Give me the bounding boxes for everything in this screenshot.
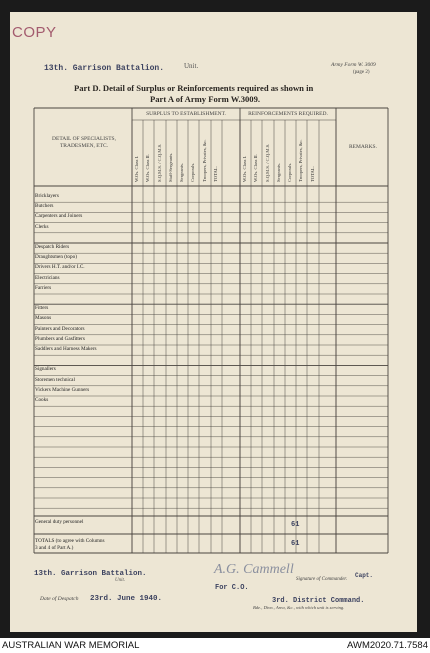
surplus-column-5: Sergeants. <box>179 163 184 182</box>
reinforcement-column-6: Troopers, Privates, &c. <box>298 139 303 182</box>
surplus-column-1: W.Os. Class I. <box>134 155 139 182</box>
surplus-column-4: Staff-Sergeants. <box>168 152 173 182</box>
command-label: Bde., Divn., Area, &c., with which unit is serving. <box>253 605 345 610</box>
footer-unit-label: Unit. <box>115 578 126 583</box>
copy-stamp: COPY <box>12 24 57 41</box>
reinforcement-column-3: S.Q.M.S. / C.Q.M.S. <box>265 143 270 182</box>
surplus-column-7: Troopers, Privates, &c. <box>202 139 207 182</box>
totals-value: 61 <box>291 540 300 548</box>
specialists-header: DETAIL OF SPECIALISTS, TRADESMEN, ETC. <box>52 136 116 149</box>
surplus-column-2: W.Os. Class II. <box>145 154 150 182</box>
unit-label: Unit. <box>184 62 199 70</box>
remarks-header: REMARKS. <box>349 144 377 150</box>
surplus-column-8: TOTAL. <box>213 166 218 182</box>
row-label: Butchers <box>35 203 54 210</box>
form-reference: Army Form W. 3009 <box>331 62 376 68</box>
general-duty-label: General duty personnel <box>35 519 84 525</box>
row-label: Electricians <box>35 274 60 281</box>
reinforcement-column-5: Corporals. <box>287 162 292 182</box>
reinforcements-header: REINFORCEMENTS REQUIRED. <box>248 111 328 117</box>
row-label: Signallers <box>35 366 56 373</box>
row-label: Vickers Machine Gunners <box>35 386 90 393</box>
page-reference: (page 2) <box>353 70 370 75</box>
reinforcement-column-7: TOTAL. <box>310 166 315 182</box>
totals-label-line2: 3 and 4 of Part A.) <box>35 545 74 551</box>
reinforcement-column-1: W.Os. Class I. <box>242 155 247 182</box>
row-label: Storemen technical <box>35 376 75 383</box>
caption-institution: AUSTRALIAN WAR MEMORIAL <box>2 640 140 651</box>
row-label: Plumbers and Gasfitters <box>35 335 85 342</box>
row-label: Cooks <box>35 397 49 403</box>
general-duty-total: 61 <box>291 521 300 529</box>
row-label: Clerks <box>35 223 49 230</box>
totals-label-line1: TOTALS (to agree with Columns <box>35 538 105 544</box>
row-label: Despatch Riders <box>35 244 70 250</box>
commander-signature: A.G. Cammell <box>214 562 294 577</box>
form-title-line2: Part A of Army Form W.3009. <box>150 94 261 104</box>
row-label: Fitters <box>35 305 49 312</box>
surplus-column-6: Corporals. <box>190 162 195 182</box>
surplus-column-3: S.Q.M.S. / C.Q.M.S. <box>157 143 162 182</box>
district-command: 3rd. District Command. <box>272 597 365 605</box>
date-of-despatch-label: Date of Despatch <box>40 596 79 602</box>
form-title-line1: Part D. Detail of Surplus or Reinforcements required as shown in <box>74 83 314 93</box>
despatch-date: 23rd. June 1940. <box>90 595 163 603</box>
for-co: For C.O. <box>215 584 249 592</box>
signature-label: Signature of Commander. <box>296 577 348 582</box>
unit-name: 13th. Garrison Battalion. <box>44 64 165 73</box>
surplus-header: SURPLUS TO ESTABLISHMENT. <box>146 111 226 117</box>
row-label: Drivers H.T. and/or I.C. <box>35 264 85 271</box>
row-label: Painters and Decorators <box>35 325 85 332</box>
row-label: Masons <box>35 315 52 322</box>
row-label: Farriers <box>35 284 52 291</box>
capt-rank: Capt. <box>355 572 374 579</box>
row-label: Carpenters and Joiners <box>35 213 83 220</box>
row-label: Bricklayers <box>35 193 59 199</box>
footer-unit-name: 13th. Garrison Battalion. <box>34 570 147 578</box>
reinforcement-column-2: W.Os. Class II. <box>253 154 258 182</box>
caption-bar <box>0 638 430 653</box>
caption-accession-number: AWM2020.71.7584 <box>347 640 428 651</box>
reinforcement-column-4: Sergeants. <box>276 163 281 182</box>
row-label: Saddlers and Harness Makers <box>35 346 97 352</box>
row-label: Draughtsmen (topo) <box>35 254 77 261</box>
